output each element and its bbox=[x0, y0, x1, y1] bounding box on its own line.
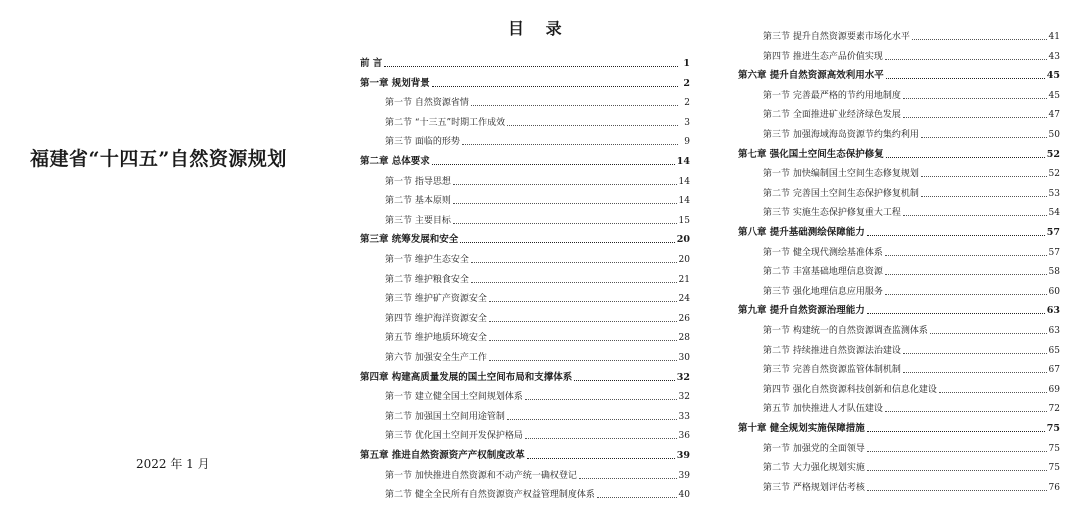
toc-dot-leader bbox=[432, 86, 678, 87]
toc-section-entry[interactable] bbox=[360, 422, 690, 442]
toc-dot-leader bbox=[471, 282, 677, 283]
toc-dot-leader bbox=[867, 490, 1047, 491]
toc-entry-label: 第二节 全面推进矿业经济绿色发展 bbox=[763, 110, 901, 121]
toc-entry-label: 第二节 大力强化规划实施 bbox=[763, 463, 865, 474]
toc-page-number: 50 bbox=[1048, 130, 1060, 140]
toc-page-number: 20 bbox=[676, 234, 690, 246]
toc-page-number: 15 bbox=[678, 215, 690, 226]
toc-page-number: 43 bbox=[1048, 51, 1060, 62]
toc-section-entry[interactable] bbox=[738, 121, 1060, 141]
toc-page-number: 52 bbox=[1048, 169, 1060, 180]
toc-section-entry[interactable] bbox=[360, 128, 690, 148]
toc-section-entry[interactable] bbox=[738, 376, 1060, 396]
toc-entry-label: 第三节 严格规划评估考核 bbox=[763, 482, 865, 493]
toc-dot-leader bbox=[886, 78, 1045, 79]
toc-entry-label: 第八章 提升基础测绘保障能力 bbox=[738, 227, 865, 238]
toc-dot-leader bbox=[579, 478, 677, 479]
toc-entry-label: 第六章 提升自然资源高效利用水平 bbox=[738, 70, 884, 82]
toc-dot-leader bbox=[574, 380, 674, 381]
toc-entry-label: 第二节 “十三五”时期工作成效 bbox=[385, 117, 506, 128]
toc-dot-leader bbox=[489, 360, 677, 361]
toc-section-entry[interactable] bbox=[360, 383, 690, 403]
toc-page-number: 63 bbox=[1046, 305, 1060, 317]
toc-chapter-entry[interactable] bbox=[738, 219, 1060, 239]
toc-entry-label: 第二节 基本原则 bbox=[385, 196, 451, 207]
toc-page-number: 21 bbox=[678, 274, 690, 285]
toc-section-entry[interactable] bbox=[360, 462, 690, 482]
toc-page-number: 58 bbox=[1048, 267, 1060, 278]
toc-entry-label: 第三节 提升自然资源要素市场化水平 bbox=[763, 32, 910, 42]
toc-section-entry[interactable] bbox=[738, 317, 1060, 337]
toc-section-entry[interactable] bbox=[738, 454, 1060, 474]
toc-entry-label: 第一节 维护生态安全 bbox=[385, 255, 469, 265]
toc-entry-label: 第五节 加快推进人才队伍建设 bbox=[763, 404, 883, 415]
toc-section-entry[interactable] bbox=[738, 43, 1060, 63]
toc-dot-leader bbox=[921, 196, 1047, 197]
toc-section-entry[interactable] bbox=[360, 207, 690, 227]
toc-dot-leader bbox=[939, 392, 1047, 393]
toc-page-number: 47 bbox=[1048, 110, 1060, 121]
toc-chapter-entry[interactable] bbox=[360, 226, 690, 246]
toc-dot-leader bbox=[489, 301, 677, 302]
toc-page-number: 40 bbox=[678, 490, 690, 501]
toc-chapter-entry[interactable] bbox=[360, 442, 690, 462]
toc-dot-leader bbox=[527, 458, 675, 459]
toc-dot-leader bbox=[885, 294, 1047, 295]
toc-page-number: 2 bbox=[684, 98, 690, 109]
toc-entry-label: 第三节 维护矿产资源安全 bbox=[385, 294, 487, 305]
toc-entry-label: 第一节 加快编制国土空间生态修复规划 bbox=[763, 169, 919, 180]
toc-dot-leader bbox=[885, 411, 1047, 412]
toc-dot-leader bbox=[384, 66, 678, 67]
toc-entry-label: 第五章 推进自然资源资产产权制度改革 bbox=[360, 450, 525, 461]
toc-section-entry[interactable] bbox=[360, 344, 690, 364]
toc-dot-leader bbox=[885, 255, 1047, 256]
toc-dot-leader bbox=[525, 438, 677, 439]
toc-section-entry[interactable] bbox=[738, 258, 1060, 278]
toc-page-number: 2 bbox=[683, 77, 690, 89]
toc-entry-label: 第一章 规划背景 bbox=[360, 77, 430, 89]
toc-page-number: 54 bbox=[1048, 208, 1060, 219]
toc-entry-label: 第三节 面临的形势 bbox=[385, 137, 460, 148]
toc-page-number: 60 bbox=[1048, 286, 1060, 297]
toc-dot-leader bbox=[886, 157, 1045, 158]
toc-page-number: 52 bbox=[1046, 148, 1060, 160]
toc-entry-label: 第二节 丰富基础地理信息资源 bbox=[763, 267, 883, 278]
toc-entry-label: 第三节 强化地理信息应用服务 bbox=[763, 286, 883, 297]
toc-dot-leader bbox=[903, 353, 1047, 354]
cover-title: 福建省“十四五”自然资源规划 bbox=[30, 148, 287, 170]
toc-entry-label: 第一节 自然资源省情 bbox=[385, 98, 469, 109]
toc-dot-leader bbox=[453, 223, 677, 224]
toc-dot-leader bbox=[867, 470, 1047, 471]
toc-section-entry[interactable] bbox=[738, 23, 1060, 43]
toc-entry-label: 第九章 提升自然资源治理能力 bbox=[738, 305, 865, 317]
toc-entry-label: 第二节 维护粮食安全 bbox=[385, 274, 469, 285]
toc-dot-leader bbox=[930, 333, 1047, 334]
toc-section-entry[interactable] bbox=[360, 266, 690, 286]
toc-page-number: 39 bbox=[678, 470, 690, 481]
toc-page-number: 63 bbox=[1048, 326, 1060, 336]
toc-page-number: 32 bbox=[678, 392, 690, 403]
toc-section-entry[interactable] bbox=[360, 403, 690, 423]
toc-page-number: 32 bbox=[676, 371, 690, 383]
toc-entry-label: 第一节 健全现代测绘基准体系 bbox=[763, 247, 883, 258]
toc-dot-leader bbox=[507, 419, 677, 420]
toc-section-entry[interactable] bbox=[738, 435, 1060, 455]
toc-page-number: 75 bbox=[1046, 423, 1060, 434]
toc-entry-label: 第三节 完善自然资源监管体制机制 bbox=[763, 365, 901, 376]
toc-entry-label: 第三节 优化国土空间开发保护格局 bbox=[385, 431, 523, 442]
toc-chapter-entry[interactable] bbox=[360, 50, 690, 70]
toc-entry-label: 第二节 加强国土空间用途管制 bbox=[385, 411, 505, 422]
toc-right-page bbox=[738, 0, 1060, 510]
toc-entry-label: 第一节 构建统一的自然资源调查监测体系 bbox=[763, 326, 928, 336]
toc-section-entry[interactable] bbox=[360, 89, 690, 109]
toc-dot-leader bbox=[471, 105, 678, 106]
toc-dot-leader bbox=[453, 203, 677, 204]
toc-section-entry[interactable] bbox=[360, 168, 690, 188]
toc-entry-label: 第四节 维护海洋资源安全 bbox=[385, 313, 487, 324]
toc-page-number: 30 bbox=[678, 353, 690, 363]
toc-dot-leader bbox=[453, 184, 677, 185]
toc-section-entry[interactable] bbox=[738, 337, 1060, 357]
toc-page-number: 53 bbox=[1048, 188, 1060, 199]
toc-entry-label: 第四章 构建高质量发展的国土空间布局和支撑体系 bbox=[360, 371, 573, 383]
toc-entry-label: 第一节 加快推进自然资源和不动产统一确权登记 bbox=[385, 470, 577, 481]
toc-chapter-entry[interactable] bbox=[738, 415, 1060, 435]
toc-dot-leader bbox=[912, 39, 1047, 40]
toc-entry-label: 第四节 强化自然资源科技创新和信息化建设 bbox=[763, 384, 937, 395]
toc-page-number: 26 bbox=[678, 313, 690, 324]
toc-page-number: 69 bbox=[1048, 384, 1060, 395]
toc-entry-label: 第二节 健全全民所有自然资源资产权益管理制度体系 bbox=[385, 490, 595, 501]
toc-entry-label: 第一节 完善最严格的节约用地制度 bbox=[763, 90, 901, 101]
toc-dot-leader bbox=[432, 164, 675, 165]
toc-entry-label: 第三节 实施生态保护修复重大工程 bbox=[763, 208, 901, 219]
toc-page-number: 14 bbox=[676, 156, 690, 167]
toc-dot-leader bbox=[921, 176, 1047, 177]
toc-dot-leader bbox=[597, 497, 677, 498]
toc-entry-label: 第六节 加强安全生产工作 bbox=[385, 353, 487, 363]
toc-page-number: 39 bbox=[676, 450, 690, 461]
toc-page-number: 57 bbox=[1046, 227, 1060, 238]
toc-section-entry[interactable] bbox=[360, 324, 690, 344]
toc-section-entry[interactable] bbox=[738, 160, 1060, 180]
toc-entry-label: 第四节 推进生态产品价值实现 bbox=[763, 51, 883, 62]
toc-dot-leader bbox=[460, 242, 674, 243]
toc-entry-label: 第一节 加强党的全面领导 bbox=[763, 443, 865, 454]
toc-entry-label: 第二章 总体要求 bbox=[360, 156, 430, 167]
toc-dot-leader bbox=[903, 215, 1047, 216]
toc-page-number: 14 bbox=[678, 176, 690, 187]
toc-dot-leader bbox=[489, 340, 677, 341]
toc-dot-leader bbox=[867, 451, 1047, 452]
toc-dot-leader bbox=[867, 431, 1045, 432]
toc-dot-leader bbox=[903, 98, 1047, 99]
toc-section-entry[interactable] bbox=[360, 109, 690, 129]
toc-section-entry[interactable] bbox=[738, 101, 1060, 121]
toc-section-entry[interactable] bbox=[738, 180, 1060, 200]
toc-dot-leader bbox=[471, 262, 677, 263]
toc-dot-leader bbox=[903, 117, 1047, 118]
toc-page-number: 76 bbox=[1048, 482, 1060, 493]
toc-entry-label: 第三节 主要目标 bbox=[385, 215, 451, 226]
toc-page-number: 57 bbox=[1048, 247, 1060, 258]
toc-left-page bbox=[360, 0, 690, 510]
toc-section-entry[interactable] bbox=[738, 82, 1060, 102]
toc-entry-label: 第十章 健全规划实施保障措施 bbox=[738, 423, 865, 434]
toc-page-number: 41 bbox=[1048, 32, 1060, 42]
toc-section-entry[interactable] bbox=[738, 474, 1060, 494]
cover-date: 2022 年 1 月 bbox=[136, 457, 210, 471]
toc-page-number: 9 bbox=[684, 137, 690, 148]
toc-entry-label: 第五节 维护地质环境安全 bbox=[385, 333, 487, 344]
toc-dot-leader bbox=[867, 313, 1045, 314]
toc-page-number: 75 bbox=[1048, 443, 1060, 454]
toc-heading: 目 录 bbox=[508, 19, 570, 38]
toc-page-number: 65 bbox=[1048, 345, 1060, 356]
toc-entry-label: 第一节 建立健全国土空间规划体系 bbox=[385, 392, 523, 403]
toc-section-entry[interactable] bbox=[738, 356, 1060, 376]
toc-page-number: 72 bbox=[1048, 404, 1060, 415]
toc-dot-leader bbox=[921, 137, 1047, 138]
toc-entry-label: 第一节 指导思想 bbox=[385, 176, 451, 187]
toc-dot-leader bbox=[867, 235, 1045, 236]
toc-chapter-entry[interactable] bbox=[360, 70, 690, 90]
toc-page-number: 36 bbox=[678, 431, 690, 442]
toc-dot-leader bbox=[462, 144, 678, 145]
toc-dot-leader bbox=[525, 399, 677, 400]
toc-entry-label: 前 言 bbox=[360, 58, 383, 69]
toc-dot-leader bbox=[885, 274, 1047, 275]
toc-entry-label: 第二节 持续推进自然资源法治建设 bbox=[763, 345, 901, 356]
toc-entry-label: 第二节 完善国土空间生态保护修复机制 bbox=[763, 188, 919, 199]
toc-page-number: 20 bbox=[678, 255, 690, 265]
toc-entry-label: 第七章 强化国土空间生态保护修复 bbox=[738, 148, 884, 160]
toc-entry-label: 第三节 加强海域海岛资源节约集约利用 bbox=[763, 130, 919, 140]
toc-page-number: 45 bbox=[1048, 90, 1060, 101]
toc-page-number: 14 bbox=[678, 196, 690, 207]
toc-chapter-entry[interactable] bbox=[738, 141, 1060, 161]
toc-page-number: 67 bbox=[1048, 365, 1060, 376]
toc-section-entry[interactable] bbox=[360, 246, 690, 266]
toc-page-number: 28 bbox=[678, 333, 690, 344]
toc-chapter-entry[interactable] bbox=[738, 297, 1060, 317]
toc-page-number: 45 bbox=[1046, 70, 1060, 82]
toc-dot-leader bbox=[885, 59, 1047, 60]
toc-page-number: 33 bbox=[678, 411, 690, 422]
toc-page-number: 75 bbox=[1048, 463, 1060, 474]
toc-section-entry[interactable] bbox=[738, 278, 1060, 298]
toc-dot-leader bbox=[903, 372, 1047, 373]
toc-chapter-entry[interactable] bbox=[360, 148, 690, 168]
toc-section-entry[interactable] bbox=[360, 481, 690, 501]
toc-page-number: 1 bbox=[683, 58, 690, 69]
toc-entry-label: 第三章 统筹发展和安全 bbox=[360, 234, 459, 246]
toc-dot-leader bbox=[507, 125, 678, 126]
toc-page-number: 3 bbox=[684, 117, 690, 128]
toc-section-entry[interactable] bbox=[738, 395, 1060, 415]
toc-dot-leader bbox=[489, 321, 677, 322]
toc-section-entry[interactable] bbox=[360, 187, 690, 207]
toc-section-entry[interactable] bbox=[738, 239, 1060, 259]
toc-page-number: 24 bbox=[678, 294, 690, 305]
cover-page bbox=[0, 0, 340, 510]
toc-chapter-entry[interactable] bbox=[738, 62, 1060, 82]
toc-section-entry[interactable] bbox=[360, 285, 690, 305]
toc-section-entry[interactable] bbox=[738, 199, 1060, 219]
toc-chapter-entry[interactable] bbox=[360, 364, 690, 384]
toc-section-entry[interactable] bbox=[360, 305, 690, 325]
